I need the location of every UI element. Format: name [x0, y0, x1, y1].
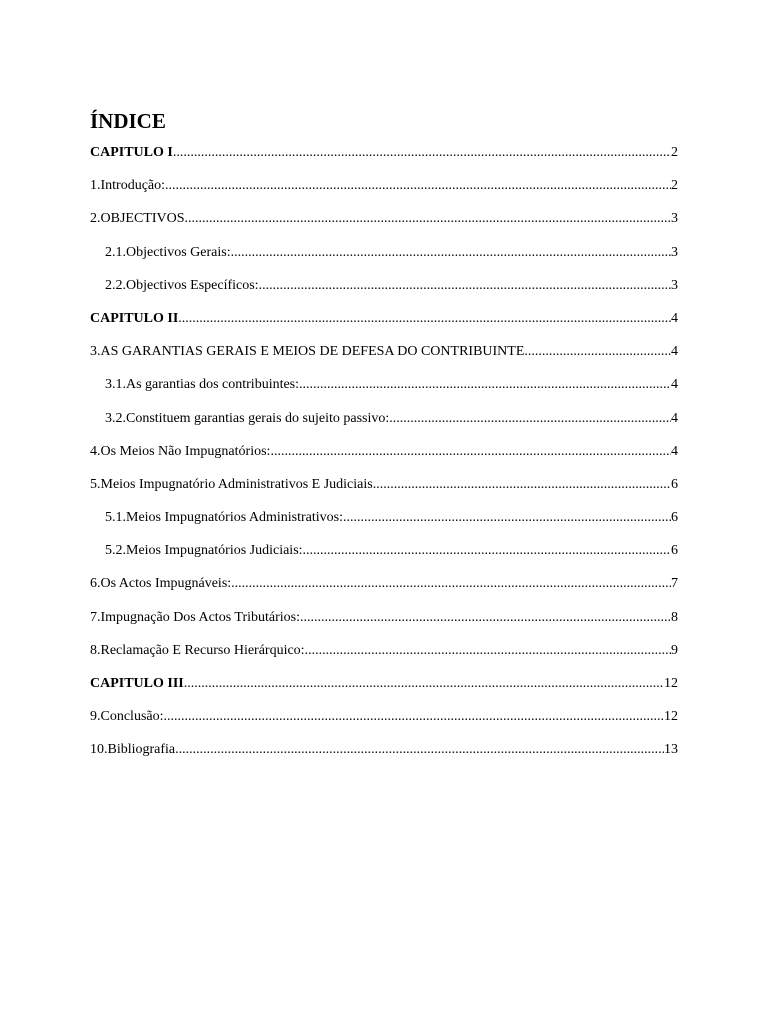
toc-entry-garantias-sujeito-passivo[interactable]: [90, 408, 678, 441]
toc-entry-bibliografia[interactable]: [90, 739, 678, 772]
toc-dot-leader: [305, 640, 671, 662]
toc-dot-leader: [231, 573, 671, 595]
toc-entry-text: CAPITULO II: [90, 310, 179, 326]
toc-entry-objectivos-especificos[interactable]: [90, 275, 678, 308]
toc-entry-text: 4.Os Meios Não Impugnatórios:: [90, 443, 271, 459]
toc-entry-meios-judiciais[interactable]: [90, 540, 678, 573]
toc-entry-text: CAPITULO I: [90, 145, 173, 160]
toc-dot-leader: [524, 341, 671, 363]
toc-entry-text: 3.AS GARANTIAS GERAIS E MEIOS DE DEFESA DO CONTRIBUINTE: [90, 344, 525, 360]
toc-page-number: 8: [671, 609, 678, 625]
toc-page-number: 3: [671, 277, 678, 293]
toc-entry-impugnacao-actos[interactable]: [90, 607, 678, 640]
toc-dot-leader: [259, 275, 671, 297]
toc-entry-text: 2.OBJECTIVOS: [90, 211, 185, 227]
toc-dot-leader: [185, 208, 671, 230]
toc-page-number: 2: [671, 178, 678, 194]
toc-entry-text: 3.1.As garantias dos contribuintes:: [105, 377, 300, 393]
toc-entry-capitulo-2[interactable]: [90, 308, 678, 341]
toc-page-number: 6: [671, 510, 678, 526]
toc-dot-leader: [373, 474, 671, 496]
toc-dot-leader: [173, 142, 671, 164]
toc-entry-text: 2.1.Objectivos Gerais:: [105, 244, 231, 260]
toc-entry-text: 9.Conclusão:: [90, 709, 164, 725]
toc-entry-introducao[interactable]: [90, 175, 678, 208]
toc-dot-leader: [165, 175, 671, 197]
toc-entry-meios-administrativos[interactable]: [90, 507, 678, 540]
toc-page-number: 12: [664, 676, 678, 691]
toc-page-number: 13: [664, 742, 678, 758]
toc-dot-leader: [300, 607, 671, 629]
toc-entry-text: 8.Reclamação E Recurso Hierárquico:: [90, 642, 305, 658]
toc-page-number: 6: [671, 543, 678, 559]
toc-dot-leader: [184, 673, 664, 695]
toc-entry-text: 10.Bibliografia: [90, 742, 176, 758]
toc-page-number: 7: [671, 576, 678, 592]
toc-page-number: 4: [671, 410, 678, 426]
toc-dot-leader: [164, 706, 665, 728]
toc-entry-objectivos-gerais[interactable]: [90, 242, 678, 275]
toc-page-number: 9: [671, 642, 678, 658]
toc-dot-leader: [303, 540, 671, 562]
toc-dot-leader: [175, 739, 664, 761]
toc-page-number: 4: [671, 310, 678, 326]
toc-entry-capitulo-3[interactable]: [90, 673, 678, 706]
toc-dot-leader: [343, 507, 671, 529]
toc-page-number: 4: [671, 344, 678, 360]
toc-entry-text: 1.Introdução:: [90, 178, 166, 194]
toc-entry-meios-nao-impugnatorios[interactable]: [90, 441, 678, 474]
toc-dot-leader: [270, 441, 671, 463]
toc-entry-objectivos[interactable]: [90, 208, 678, 241]
toc-dot-leader: [178, 308, 671, 330]
toc-page-number: 6: [671, 476, 678, 492]
toc-entry-actos-impugnaveis[interactable]: [90, 573, 678, 606]
toc-page-number: 12: [664, 709, 678, 725]
toc-entry-garantias-contribuintes[interactable]: [90, 374, 678, 407]
toc-entry-garantias-gerais[interactable]: [90, 341, 678, 374]
toc-dot-leader: [231, 242, 671, 264]
toc-entry-conclusao[interactable]: [90, 706, 678, 739]
toc-entry-reclamacao-recurso[interactable]: [90, 640, 678, 673]
toc-page-number: 3: [671, 244, 678, 260]
toc-dot-leader: [389, 408, 671, 430]
toc-page-number: 3: [671, 211, 678, 227]
toc-entry-text: 5.2.Meios Impugnatórios Judiciais:: [105, 543, 303, 559]
toc-page-number: 2: [671, 145, 678, 160]
toc-page-number: 4: [671, 377, 678, 393]
toc-entry-capitulo-1[interactable]: [90, 142, 678, 175]
toc-entry-text: CAPITULO III: [90, 676, 184, 691]
toc-entry-text: 6.Os Actos Impugnáveis:: [90, 576, 232, 592]
toc-page-number: 4: [671, 443, 678, 459]
toc-entry-text: 7.Impugnação Dos Actos Tributários:: [90, 609, 300, 625]
toc-list: [90, 142, 678, 773]
toc-entry-text: 5.1.Meios Impugnatórios Administrativos:: [105, 510, 343, 526]
toc-title: ÍNDICE: [90, 109, 166, 133]
toc-entry-text: 2.2.Objectivos Específicos:: [105, 277, 259, 293]
toc-entry-text: 3.2.Constituem garantias gerais do sujeito passivo:: [105, 410, 390, 426]
toc-dot-leader: [299, 374, 671, 396]
toc-entry-text: 5.Meios Impugnatório Administrativos E Judiciais: [90, 476, 373, 492]
toc-entry-meios-impugnatorio[interactable]: [90, 474, 678, 507]
